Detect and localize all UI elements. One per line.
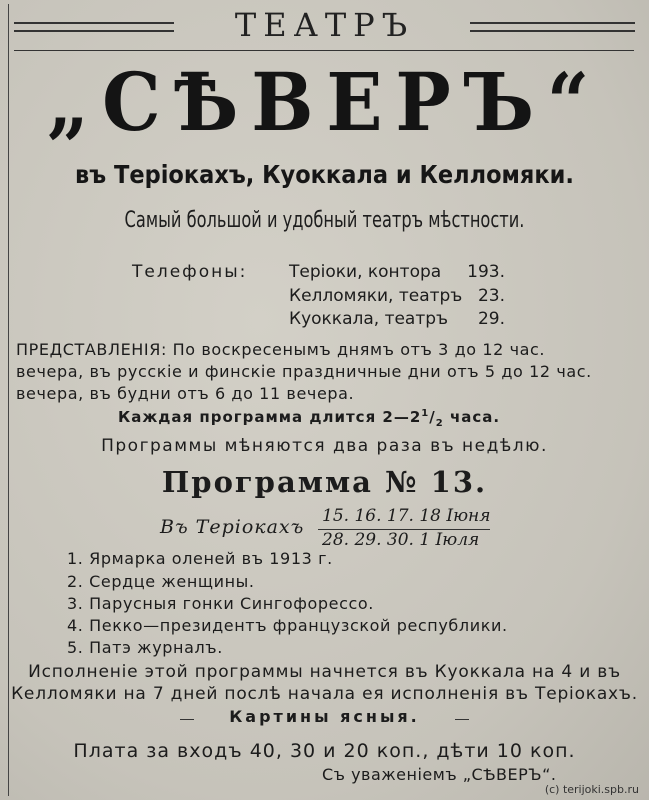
program-duration: Каждая программа длится $2—2^1/_2$ часа. [118,408,501,429]
program-item: 2. Сердце женщины. [67,572,255,591]
phone-number: 193. [467,262,505,282]
program-item: 3. Парусныя гонки Сингофорессо. [67,594,374,613]
pictures-note: Картины ясныя. [229,707,420,726]
schedule-line: Келломяки на 7 дней послѣ начала ея исполненія въ Теріокахъ. [11,684,638,704]
phones-label: Телефоны: [132,262,248,282]
phone-place: Теріоки, контора [289,262,442,282]
performances-line: вечера, въ будни отъ 6 до 11 вечера. [16,384,355,403]
dash-right [455,719,469,720]
theatre-label: ТЕАТРЪ [234,6,415,44]
program-item: 5. Патэ журналъ. [67,638,223,657]
theatre-name-title: „СѢВЕРЪ“ [46,55,603,149]
header-rule-full [14,50,634,51]
program-title: Программа № 13. [161,465,488,499]
program-dates-july: 28. 29. 30. 1 Іюля [322,530,480,550]
phone-place: Куоккала, театръ [289,309,449,329]
performances-line: вечера, въ русскіе и финскіе праздничные дни отъ 5 до 12 час. [16,362,592,381]
duration-unit: часа. [443,408,501,426]
locations-subtitle: въ Теріокахъ, Куоккала и Келломяки. [75,160,574,189]
tagline: Самый большой и удобный театръ мѣстности. [124,208,525,233]
duration-fraction-top: 1 [421,408,430,419]
schedule-line: Исполненіе этой программы начнется въ Куоккала на 4 и въ [28,662,621,682]
regards-signature: Съ уваженіемъ „СѢВЕРЪ“. [322,765,557,784]
program-changes: Программы мѣняются два раза въ недѣлю. [101,436,548,456]
duration-fraction-bottom: 2 [435,418,444,429]
program-item: 1. Ярмарка оленей въ 1913 г. [67,549,333,568]
admission-price: Плата за входъ 40, 30 и 20 коп., дѣти 10 коп. [73,740,576,762]
performances-line: ПРЕДСТАВЛЕНІЯ: По воскресенымъ днямъ отъ 3 до 12 час. [16,340,546,359]
duration-text: Каждая программа длится 2—2 [118,408,422,426]
program-dates-june: 15. 16. 17. 18 Іюня [322,506,491,526]
program-item: 4. Пекко—президентъ французской республики. [67,616,508,635]
phone-number: 23. [477,286,505,306]
phone-number: 29. [477,309,505,329]
program-location: Въ Теріокахъ [160,516,305,538]
source-credit: (c) terijoki.spb.ru [544,783,639,796]
phone-place: Келломяки, театръ [289,286,463,306]
